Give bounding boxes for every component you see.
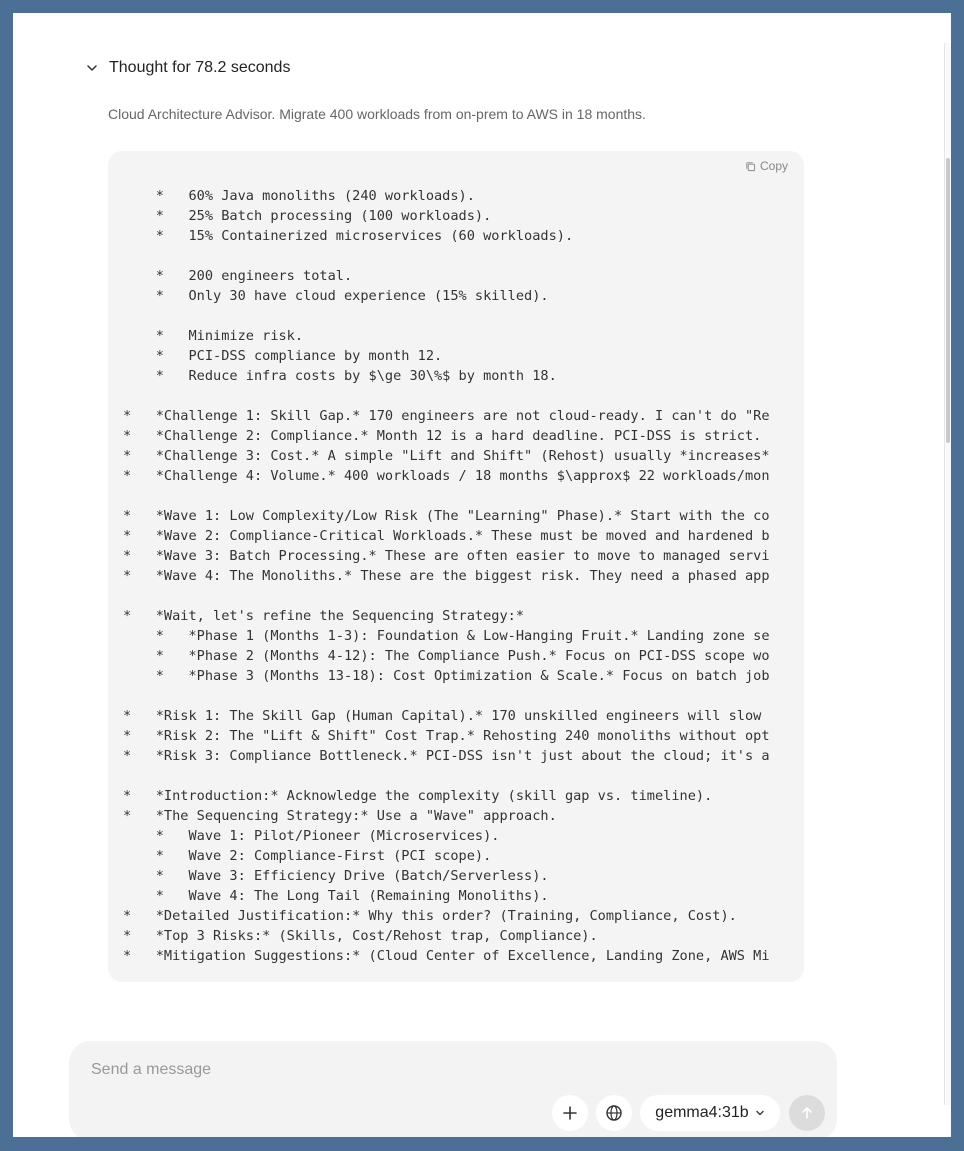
code-line xyxy=(123,586,804,606)
code-line: * *Risk 3: Compliance Bottleneck.* PCI-DSS isn't just about the cloud; it's a xyxy=(123,748,770,764)
code-line: * *The Sequencing Strategy:* Use a "Wave" approach. xyxy=(123,808,557,824)
web-search-button[interactable] xyxy=(596,1095,632,1131)
code-line xyxy=(123,766,804,786)
code-block xyxy=(108,151,804,982)
code-line: * *Detailed Justification:* Why this order? (Training, Compliance, Cost). xyxy=(123,908,737,924)
code-line xyxy=(123,246,804,266)
code-line xyxy=(123,386,804,406)
model-selector[interactable] xyxy=(640,1095,780,1131)
message-input[interactable] xyxy=(89,1057,813,1083)
code-line xyxy=(123,686,804,706)
thought-label: Thought for 78.2 seconds xyxy=(109,59,291,76)
code-line: * 200 engineers total. xyxy=(123,268,353,284)
code-line: * *Top 3 Risks:* (Skills, Cost/Rehost trap, Compliance). xyxy=(123,928,598,944)
code-content xyxy=(123,186,804,966)
copy-icon xyxy=(745,161,756,172)
thought-toggle[interactable] xyxy=(85,57,290,79)
thought-summary: Cloud Architecture Advisor. Migrate 400 workloads from on-prem to AWS in 18 months. xyxy=(108,106,646,122)
code-line: * *Challenge 1: Skill Gap.* 170 engineers are not cloud-ready. I can't do "Re xyxy=(123,408,770,424)
code-line: * *Risk 2: The "Lift & Shift" Cost Trap.* Rehosting 240 monoliths without opt xyxy=(123,728,770,744)
copy-label: Copy xyxy=(759,159,788,173)
code-line: * Wave 1: Pilot/Pioneer (Microservices). xyxy=(123,828,500,844)
code-line: * *Risk 1: The Skill Gap (Human Capital).* 170 unskilled engineers will slow xyxy=(123,708,762,724)
send-button[interactable] xyxy=(789,1095,825,1131)
code-line: * Wave 2: Compliance-First (PCI scope). xyxy=(123,848,492,864)
model-name: gemma4:31b xyxy=(655,1104,749,1121)
code-line: * *Phase 2 (Months 4-12): The Compliance Push.* Focus on PCI-DSS scope wo xyxy=(123,648,770,664)
code-line: * *Wave 4: The Monoliths.* These are the biggest risk. They need a phased app xyxy=(123,568,770,584)
chat-window xyxy=(13,13,951,1137)
code-line: * *Challenge 4: Volume.* 400 workloads / 18 months $\approx$ 22 workloads/mon xyxy=(123,468,770,484)
plus-icon xyxy=(561,1104,579,1122)
code-line: * Minimize risk. xyxy=(123,328,304,344)
scrollbar-thumb[interactable] xyxy=(946,158,950,443)
code-line: * PCI-DSS compliance by month 12. xyxy=(123,348,443,364)
code-line xyxy=(123,486,804,506)
message-composer xyxy=(69,1041,837,1137)
code-line: * *Mitigation Suggestions:* (Cloud Center of Excellence, Landing Zone, AWS Mi xyxy=(123,948,770,964)
code-line: * 25% Batch processing (100 workloads). xyxy=(123,208,492,224)
code-line: * *Wave 2: Compliance-Critical Workloads.* These must be moved and hardened b xyxy=(123,528,770,544)
code-line: * 60% Java monoliths (240 workloads). xyxy=(123,188,475,204)
code-line: * *Phase 3 (Months 13-18): Cost Optimization & Scale.* Focus on batch job xyxy=(123,668,770,684)
chevron-down-icon xyxy=(755,1108,765,1118)
arrow-up-icon xyxy=(799,1105,815,1121)
attach-button[interactable] xyxy=(552,1095,588,1131)
code-line: * *Phase 1 (Months 1-3): Foundation & Low-Hanging Fruit.* Landing zone se xyxy=(123,628,770,644)
code-line: * *Challenge 3: Cost.* A simple "Lift and Shift" (Rehost) usually *increases* xyxy=(123,448,770,464)
code-line: * Wave 3: Efficiency Drive (Batch/Serverless). xyxy=(123,868,549,884)
code-line: * *Challenge 2: Compliance.* Month 12 is a hard deadline. PCI-DSS is strict. xyxy=(123,428,762,444)
copy-button[interactable] xyxy=(745,159,788,173)
code-line: * 15% Containerized microservices (60 workloads). xyxy=(123,228,574,244)
code-line: * Reduce infra costs by $\ge 30\%$ by month 18. xyxy=(123,368,557,384)
globe-icon xyxy=(605,1104,623,1122)
scrollbar[interactable] xyxy=(944,43,951,1105)
code-line: * *Wave 1: Low Complexity/Low Risk (The "Learning" Phase).* Start with the co xyxy=(123,508,770,524)
code-line: * *Wait, let's refine the Sequencing Strategy:* xyxy=(123,608,525,624)
code-line: * *Wave 3: Batch Processing.* These are often easier to move to managed servi xyxy=(123,548,770,564)
code-line: * Wave 4: The Long Tail (Remaining Monoliths). xyxy=(123,888,549,904)
code-line: * *Introduction:* Acknowledge the complexity (skill gap vs. timeline). xyxy=(123,788,713,804)
code-line xyxy=(123,306,804,326)
code-line: * Only 30 have cloud experience (15% skilled). xyxy=(123,288,549,304)
chevron-down-icon xyxy=(85,61,99,75)
